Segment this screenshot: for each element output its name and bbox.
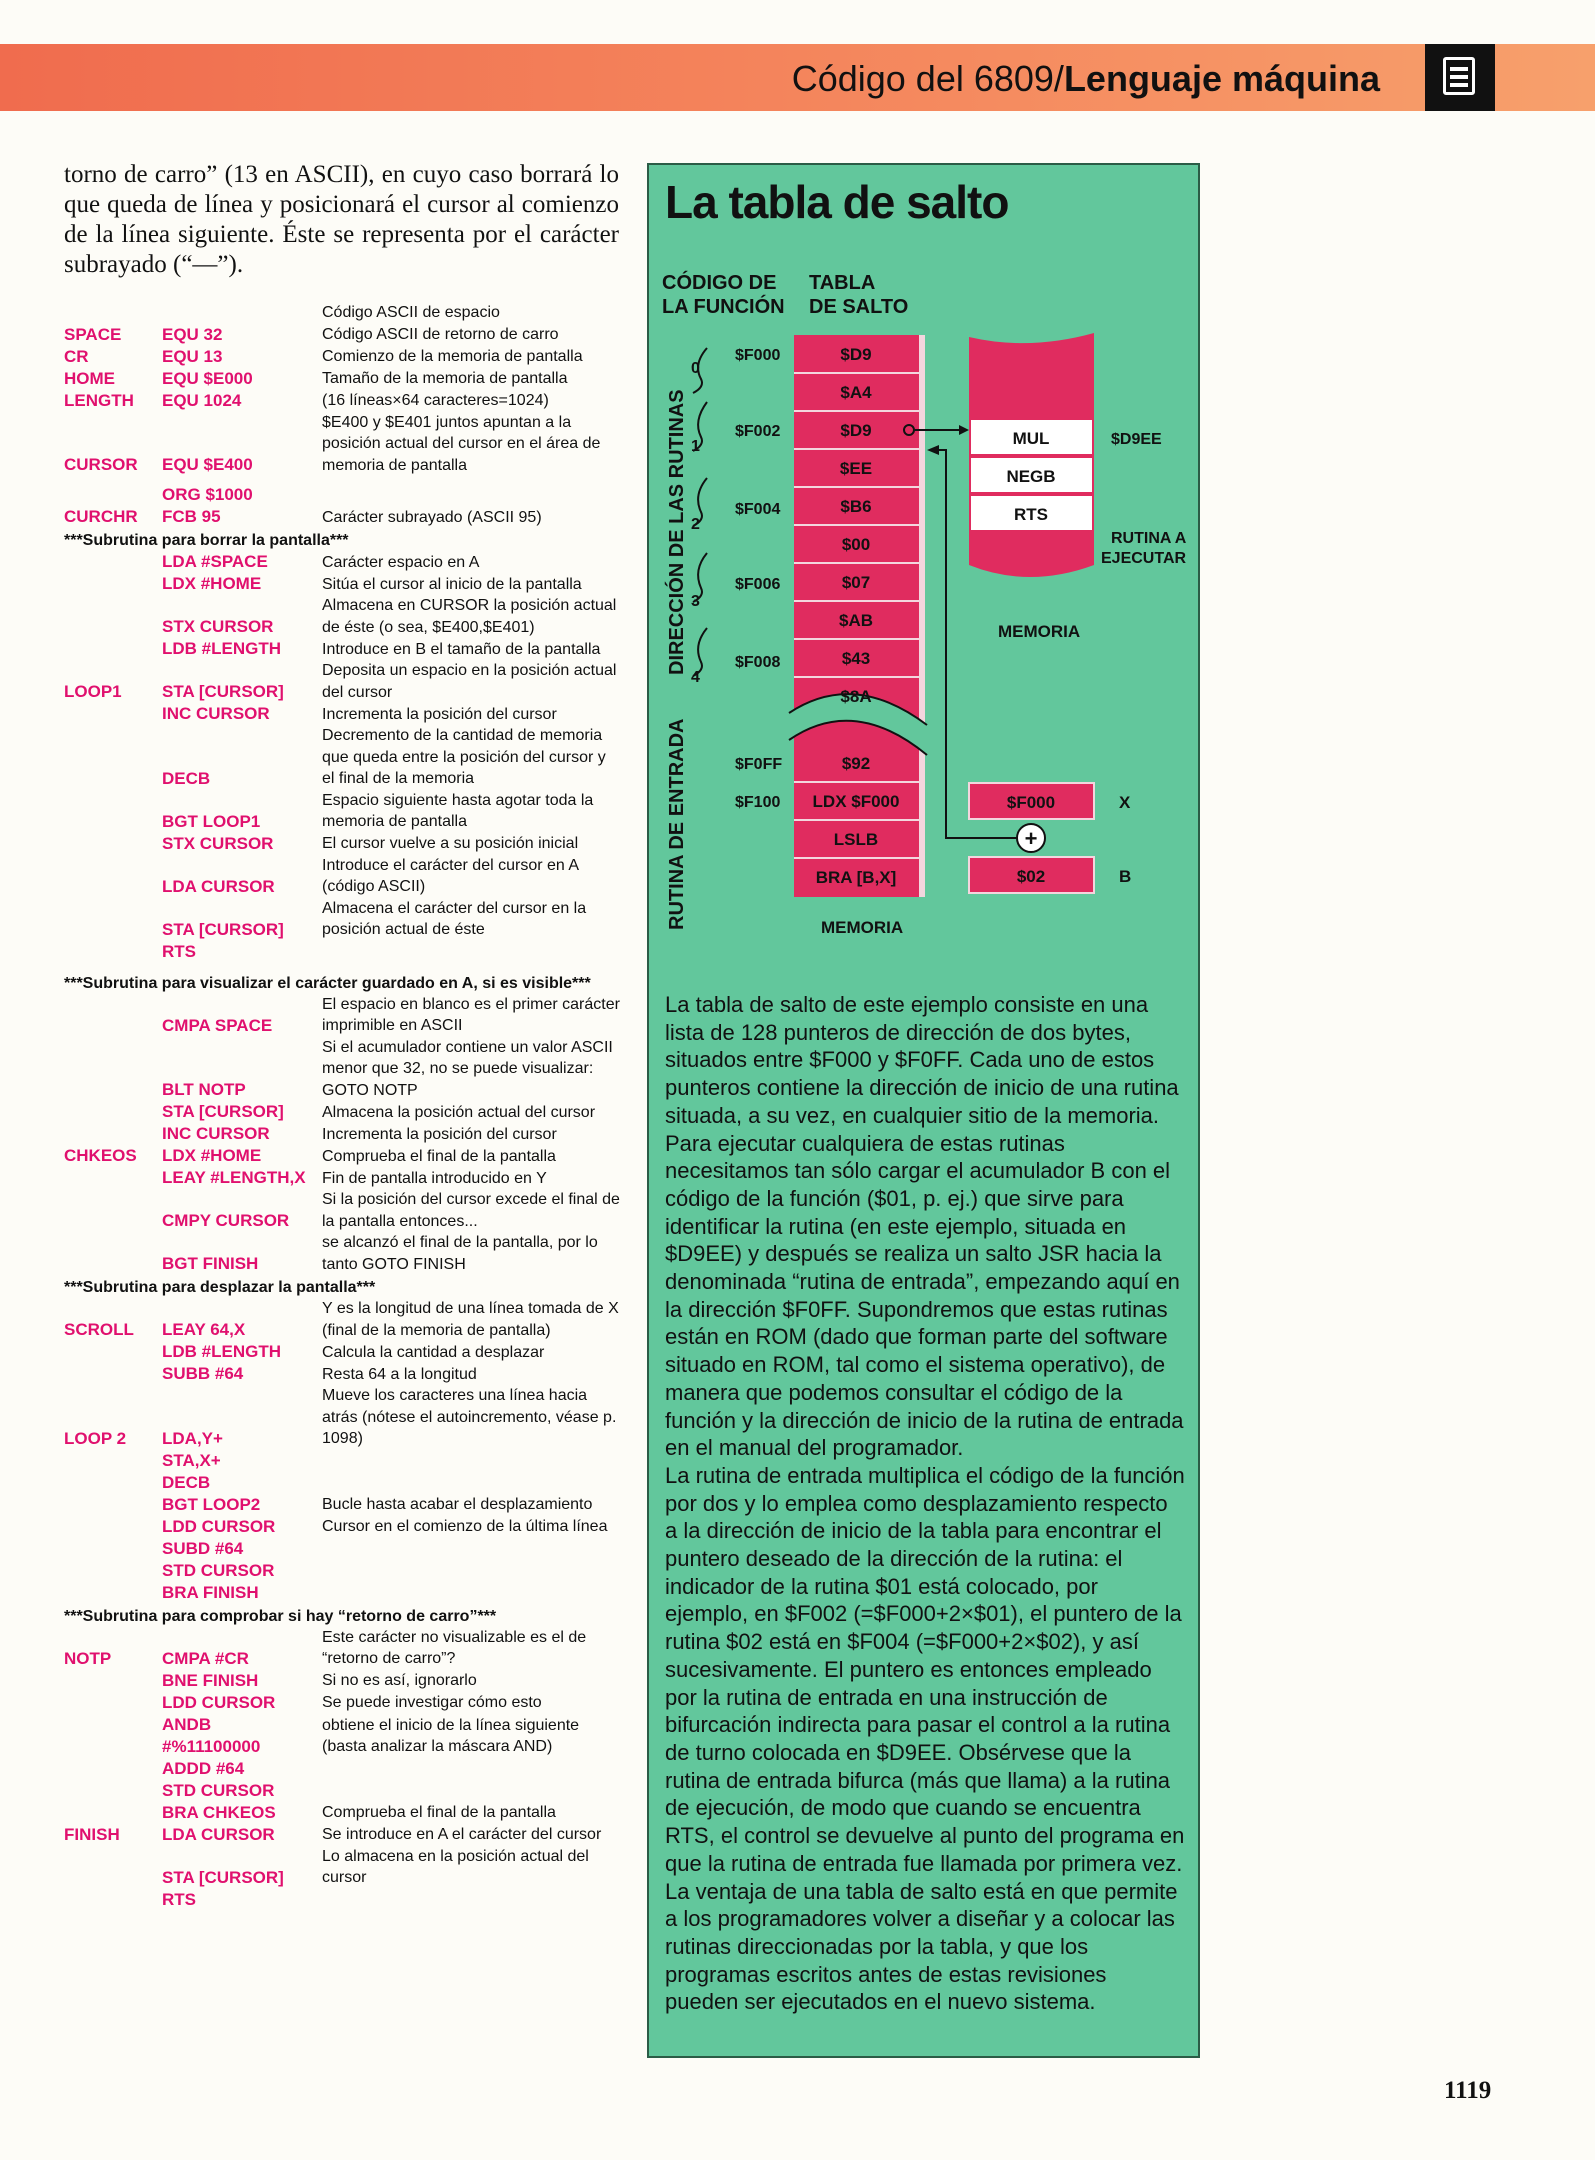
- code-comment: Si la posición del cursor excede el final de la pantalla entonces...: [322, 1191, 620, 1230]
- code-row: [64, 638, 634, 660]
- code-comment: Comprueba el final de la pantalla: [322, 1147, 556, 1165]
- code-row: [64, 1538, 634, 1560]
- code-instruction: LDD CURSOR: [162, 1516, 276, 1536]
- code-row: [64, 1145, 634, 1167]
- code-section-title: ***Subrutina para comprobar si hay “retorno de carro”***: [64, 1607, 497, 1625]
- code-row: [64, 1627, 634, 1670]
- code-instruction: BGT LOOP2: [162, 1494, 261, 1514]
- routine-cell: MUL: [1012, 429, 1050, 448]
- code-comment: Se puede investigar cómo esto: [322, 1694, 542, 1711]
- code-instruction: ADDD #64: [162, 1758, 245, 1778]
- code-instruction: CMPY CURSOR: [162, 1211, 290, 1230]
- code-row: [64, 1123, 634, 1145]
- entry-cell: LSLB: [833, 830, 879, 849]
- code-label: CURCHR: [64, 507, 138, 526]
- code-instruction: BGT FINISH: [162, 1254, 259, 1273]
- function-code: 0: [691, 360, 700, 377]
- code-instruction: SUBD #64: [162, 1538, 244, 1558]
- vertical-label-routine-addresses: DIRECCIÓN DE LAS RUTINAS: [666, 389, 688, 675]
- code-instruction: STD CURSOR: [162, 1560, 275, 1580]
- code-row: [64, 1494, 634, 1516]
- entry-cell: LDX $F000: [812, 792, 900, 811]
- code-label: CR: [64, 346, 89, 366]
- col-header-table-2: DE SALTO: [809, 296, 909, 318]
- routine-memory-block: [969, 333, 1094, 577]
- address-label: $F002: [735, 423, 781, 440]
- code-instruction: STX CURSOR: [162, 833, 274, 853]
- code-label: LOOP 2: [64, 1428, 127, 1448]
- code-instruction: STA [CURSOR]: [162, 1102, 284, 1121]
- register-x-value: $F000: [1006, 793, 1056, 812]
- code-label: CHKEOS: [64, 1146, 137, 1165]
- code-row: [64, 898, 634, 941]
- code-label: HOME: [64, 368, 115, 388]
- code-instruction: INC CURSOR: [162, 704, 270, 723]
- code-row: [64, 1101, 634, 1123]
- routine-label-2: EJECUTAR: [1101, 550, 1187, 567]
- code-instruction: EQU 13: [162, 346, 223, 366]
- table-cell: $EE: [839, 459, 873, 478]
- code-row: [64, 1889, 634, 1911]
- routine-label-1: RUTINA A: [1111, 530, 1187, 547]
- code-comment: Espacio siguiente hasta agotar toda la memoria de pantalla: [322, 791, 594, 830]
- code-row: [64, 1560, 634, 1582]
- entry-address: $F100: [735, 794, 781, 811]
- code-row: [64, 1670, 634, 1692]
- code-instruction: BNE FINISH: [162, 1670, 259, 1690]
- code-comment: Resta 64 a la longitud: [322, 1365, 477, 1383]
- code-instruction: BRA FINISH: [162, 1582, 259, 1602]
- code-row: [64, 324, 634, 346]
- code-instruction: RTS: [162, 941, 196, 961]
- code-comment: Incrementa la posición del cursor: [322, 705, 557, 723]
- code-instruction: LDB #LENGTH: [162, 639, 281, 658]
- code-row: [64, 1472, 634, 1494]
- code-row: [64, 1341, 634, 1363]
- code-instruction: LDB #LENGTH: [162, 1342, 281, 1361]
- code-row: [64, 941, 634, 963]
- code-comment: obtiene el inicio de la línea siguiente (basta analizar la máscara AND): [322, 1716, 580, 1755]
- code-row: [64, 725, 634, 790]
- function-code-braces: [693, 348, 707, 676]
- table-cell: $43: [841, 649, 871, 668]
- code-label: LOOP1: [64, 682, 122, 701]
- code-label: NOTP: [64, 1648, 112, 1668]
- code-comment: Si el acumulador contiene un valor ASCII menor que 32, no se puede visualizar: GOTO NOTP: [322, 1038, 613, 1099]
- code-row: [64, 790, 634, 833]
- code-instruction: ORG $1000: [162, 485, 253, 504]
- jump-table-diagram: [649, 165, 1202, 965]
- code-instruction: CMPA #CR: [162, 1648, 249, 1668]
- code-instruction: EQU 1024: [162, 390, 242, 410]
- code-comment: Se introduce en A el carácter del cursor: [322, 1826, 602, 1843]
- code-section-title: ***Subrutina para visualizar el carácter guardado en A, si es visible***: [64, 974, 591, 992]
- code-comment: Carácter subrayado (ASCII 95): [322, 508, 542, 526]
- function-code: 3: [691, 593, 700, 610]
- code-comment: Decremento de la cantidad de memoria que queda entre la posición del cursor y el final de la memoria: [322, 727, 606, 787]
- code-instruction: DECB: [162, 1472, 211, 1492]
- code-comment: Cursor en el comienzo de la última línea: [322, 1518, 608, 1535]
- code-instruction: LEAY 64,X: [162, 1320, 246, 1339]
- table-cell: $D9: [840, 345, 872, 364]
- code-row: [64, 1582, 634, 1604]
- code-comment: se alcanzó el final de la pantalla, por lo tanto GOTO FINISH: [322, 1234, 598, 1273]
- col-header-code-1: CÓDIGO DE: [662, 272, 777, 294]
- code-comment: Sitúa el cursor al inicio de la pantalla: [322, 575, 582, 593]
- address-label: $F000: [735, 347, 781, 364]
- routine-cell: NEGB: [1006, 467, 1056, 486]
- code-row: [64, 484, 634, 506]
- entry-address: $F0FF: [735, 756, 783, 773]
- code-instruction: STA,X+: [162, 1450, 221, 1470]
- panel-paragraph: La rutina de entrada multiplica el código de la función por dos y lo emplea como desplazamiento respecto a la dirección de inicio de la tabla para encontrar el puntero deseado de la dirección de la rutina: el indicador de la rutina $01 está colocado, por ejemplo, en $F002 (=$F000+2×$01), el puntero de la rutina $02 está en $F004 (=$F000+2×$02), y así sucesivamente. El puntero es entonces empleado por la rutina de entrada en una instrucción de bifurcación indirecta para pasar el control a la rutina de turno colocada en $D9EE. Obsérvese que la rutina de entrada bifurca (más que llama) a la rutina de ejecución, de modo que cuando se encuentra RTS, el control se devuelve al punto del programa en que la rutina de entrada fue llamada por primera vez.: [665, 1462, 1185, 1876]
- code-comment: Introduce en B el tamaño de la pantalla: [322, 640, 601, 658]
- address-label: $F008: [735, 654, 781, 671]
- col-header-code-2: LA FUNCIÓN: [662, 296, 785, 318]
- code-instruction: BGT LOOP1: [162, 811, 261, 831]
- code-instruction: RTS: [162, 1889, 196, 1909]
- code-comment: (16 líneas×64 caracteres=1024): [322, 392, 549, 409]
- routine-cell: RTS: [1014, 505, 1048, 524]
- code-instruction: BLT NOTP: [162, 1080, 246, 1099]
- code-section-title: ***Subrutina para desplazar la pantalla***: [64, 1279, 376, 1296]
- memory-column-edge: [919, 335, 925, 897]
- routine-address: $D9EE: [1111, 431, 1162, 448]
- keyboard-icon: [1425, 44, 1495, 111]
- code-instruction: EQU 32: [162, 324, 223, 344]
- plus-symbol: +: [1024, 826, 1038, 851]
- function-code: 2: [691, 516, 700, 533]
- code-instruction: FCB 95: [162, 507, 221, 526]
- code-comment: $E400 y $E401 juntos apuntan a la posición actual del cursor en el área de memoria de pantalla: [322, 413, 601, 474]
- table-cell: $B6: [840, 497, 872, 516]
- panel-paragraph: La ventaja de una tabla de salto está en que permite a los programadores volver a diseñar y a colocar las rutinas direccionadas por la tabla, y que los programas escritos antes de estas revisiones pueden ser ejecutados en el nuevo sistema.: [665, 1878, 1178, 2015]
- code-label: SCROLL: [64, 1320, 134, 1339]
- code-label: LENGTH: [64, 390, 134, 410]
- entry-cell: $92: [841, 754, 871, 773]
- code-instruction: LDX #HOME: [162, 1146, 262, 1165]
- code-row: [64, 368, 634, 390]
- code-comment: Si no es así, ignorarlo: [322, 1672, 477, 1689]
- code-instruction: EQU $E400: [162, 455, 253, 474]
- entry-cell: BRA [B,X]: [815, 868, 897, 887]
- code-comment: Comprueba el final de la pantalla: [322, 1804, 556, 1821]
- code-row: [64, 551, 634, 573]
- panel-paragraph: La tabla de salto de este ejemplo consiste en una lista de 128 punteros de dirección de dos bytes, situados entre $F000 y $F0FF. Cada uno de estos punteros contiene la dirección de inicio de una rutina situada, a su vez, en cualquier sitio de la memoria. Para ejecutar cualquiera de estas rutinas necesitamos tan sólo cargar el acumulador B con el código de la función ($01, p. ej.) que sirve para identificar la rutina (en este ejemplo, situada en $D9EE) y después se realiza un salto JSR hacia la denominada “rutina de entrada”, empezando aquí en la dirección $F0FF. Supondremos que estas rutinas están en ROM (dado que forman parte del software situado en ROM, tal como el sistema operativo), de manera que podemos consultar el código de la función y la dirección de inicio de la rutina de entrada en el manual del programador.: [665, 992, 1184, 1461]
- code-row: [64, 1385, 634, 1450]
- code-row: [64, 573, 634, 595]
- code-row: [64, 1780, 634, 1802]
- code-row: [64, 994, 634, 1037]
- code-comment: Almacena la posición actual del cursor: [322, 1103, 596, 1121]
- memory-label: MEMORIA: [821, 918, 904, 937]
- code-instruction: STA [CURSOR]: [162, 919, 284, 939]
- code-comment: Incrementa la posición del cursor: [322, 1125, 557, 1143]
- table-cell: $07: [841, 573, 871, 592]
- code-row: [64, 346, 634, 368]
- register-x-label: X: [1119, 793, 1131, 812]
- code-row: [64, 833, 634, 855]
- code-instruction: LDA #SPACE: [162, 552, 268, 571]
- code-instruction: STA [CURSOR]: [162, 1867, 284, 1887]
- code-row: [64, 1758, 634, 1780]
- address-label: $F004: [735, 501, 781, 518]
- code-instruction: LDA CURSOR: [162, 1824, 275, 1844]
- code-row: [64, 1167, 634, 1189]
- code-comment: Tamaño de la memoria de pantalla: [322, 370, 568, 387]
- code-row: [64, 1037, 634, 1102]
- code-row: [64, 1363, 634, 1385]
- jump-table-panel: [647, 163, 1200, 2058]
- memory-label-2: MEMORIA: [998, 622, 1081, 641]
- code-comment: Código ASCII de retorno de carro: [322, 326, 559, 343]
- code-comment: Calcula la cantidad a desplazar: [322, 1343, 545, 1361]
- code-instruction: INC CURSOR: [162, 1124, 270, 1143]
- code-comment: Mueve los caracteres una línea hacia atrás (nótese el autoincremento, véase p. 1098): [322, 1387, 617, 1447]
- table-cell: $A4: [840, 383, 872, 402]
- code-comment: Código ASCII de espacio: [322, 304, 500, 321]
- code-comment: Almacena en CURSOR la posición actual de éste (o sea, $E400,$E401): [322, 597, 617, 636]
- code-comment: Introduce el carácter del cursor en A (código ASCII): [322, 856, 579, 895]
- code-instruction: LDX #HOME: [162, 574, 262, 593]
- panel-text: [665, 991, 1185, 2016]
- code-instruction: LDA CURSOR: [162, 876, 275, 896]
- code-row: [64, 1692, 634, 1714]
- code-row: [64, 595, 634, 638]
- table-cell: $AB: [838, 611, 874, 630]
- code-comment: Este carácter no visualizable es el de “retorno de carro”?: [322, 1628, 587, 1667]
- assembly-listing: [64, 302, 634, 1919]
- code-label: FINISH: [64, 1824, 120, 1844]
- code-comment: El espacio en blanco es el primer carácter imprimible en ASCII: [322, 995, 620, 1034]
- code-instruction: STX CURSOR: [162, 617, 274, 636]
- code-comment: Carácter espacio en A: [322, 553, 480, 571]
- register-b-label: B: [1119, 867, 1132, 886]
- code-instruction: EQU $E000: [162, 368, 253, 388]
- code-instruction: LDA,Y+: [162, 1428, 223, 1448]
- panel-title: La tabla de salto: [665, 176, 1009, 228]
- code-row: [64, 506, 634, 528]
- table-cell: $D9: [840, 421, 872, 440]
- code-row: [64, 1450, 634, 1472]
- code-row: [64, 1516, 634, 1538]
- code-comment: Deposita un espacio en la posición actual del cursor: [322, 662, 617, 701]
- code-section-title: ***Subrutina para borrar la pantalla***: [64, 532, 349, 549]
- function-code: 1: [691, 438, 700, 455]
- code-instruction: STD CURSOR: [162, 1780, 275, 1800]
- code-row: [64, 660, 634, 703]
- code-row: [64, 412, 634, 477]
- code-comment: Fin de pantalla introducido en Y: [322, 1169, 547, 1187]
- code-instruction: SUBB #64: [162, 1364, 244, 1383]
- code-instruction: LEAY #LENGTH,X: [162, 1168, 306, 1187]
- intro-paragraph: torno de carro” (13 en ASCII), en cuyo caso borrará lo que queda de línea y posicionará el cursor al comienzo de la línea siguiente. Éste se representa por el carácter subrayado (“—”).: [64, 161, 619, 278]
- code-row: [64, 1189, 634, 1232]
- table-cell: $00: [841, 535, 871, 554]
- code-label: CURSOR: [64, 455, 138, 474]
- code-comment: Comienzo de la memoria de pantalla: [322, 348, 583, 365]
- address-label: $F006: [735, 576, 781, 593]
- code-instruction: CMPA SPACE: [162, 1015, 273, 1035]
- code-instruction: ANDB #%11100000: [162, 1714, 261, 1756]
- code-comment: Y es la longitud de una línea tomada de X (final de la memoria de pantalla): [322, 1300, 619, 1339]
- col-header-table-1: TABLA: [809, 272, 876, 294]
- code-row: [64, 1802, 634, 1824]
- code-instruction: STA [CURSOR]: [162, 682, 284, 701]
- code-comment: El cursor vuelve a su posición inicial: [322, 835, 579, 852]
- code-row: [64, 703, 634, 725]
- code-row: [64, 1714, 634, 1758]
- code-row: [64, 855, 634, 898]
- code-instruction: DECB: [162, 768, 211, 788]
- code-comment: Almacena el carácter del cursor en la posición actual de éste: [322, 899, 587, 938]
- code-row: [64, 302, 634, 324]
- code-comment: Lo almacena en la posición actual del cursor: [322, 1847, 589, 1886]
- code-row: [64, 1824, 634, 1846]
- code-row: [64, 1232, 634, 1275]
- code-instruction: LDD CURSOR: [162, 1692, 276, 1712]
- code-comment: Bucle hasta acabar el desplazamiento: [322, 1496, 593, 1513]
- page-number: 1119: [1444, 2077, 1492, 2104]
- code-row: [64, 1846, 634, 1889]
- function-code: 4: [691, 669, 700, 686]
- code-row: [64, 390, 634, 412]
- vertical-label-entry-routine: RUTINA DE ENTRADA: [666, 718, 688, 930]
- code-instruction: BRA CHKEOS: [162, 1802, 276, 1822]
- header-title: Código del 6809/Lenguaje máquina: [791, 58, 1380, 99]
- register-b-value: $02: [1016, 867, 1046, 886]
- code-label: SPACE: [64, 324, 122, 344]
- code-row: [64, 1298, 634, 1341]
- table-cell: $8A: [840, 687, 872, 706]
